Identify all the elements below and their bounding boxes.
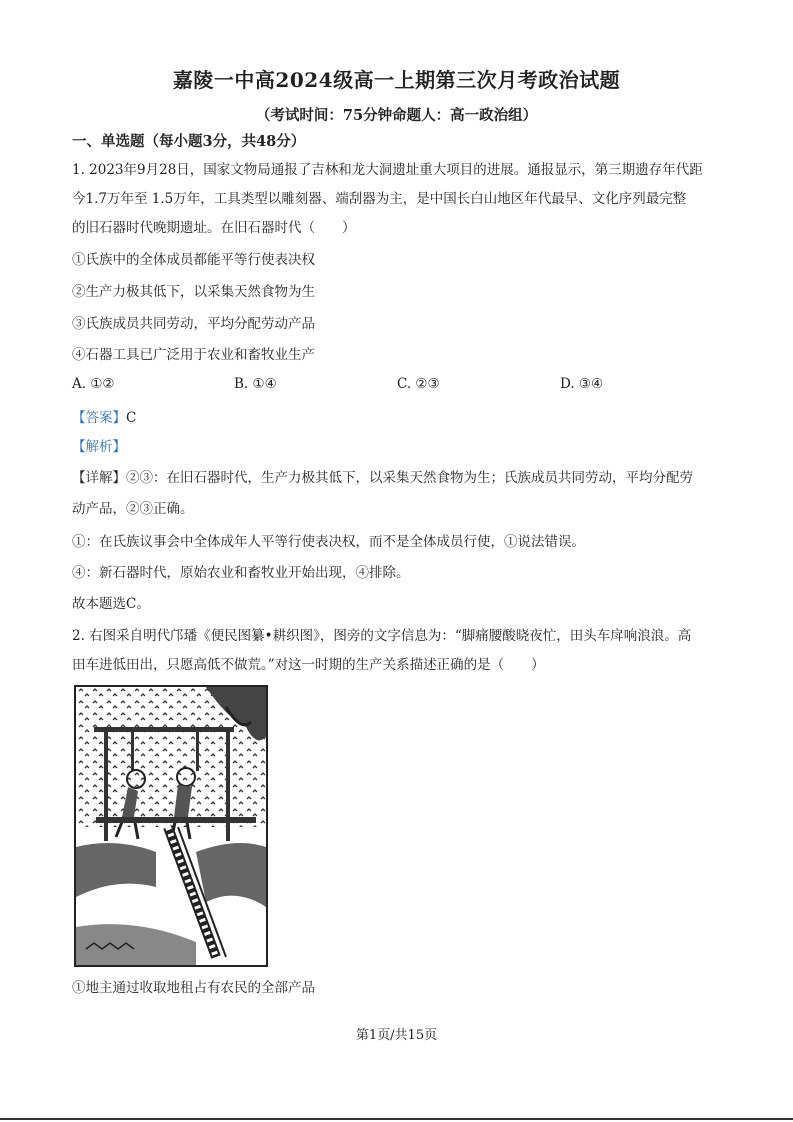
q1-answer	[72, 408, 136, 428]
q1-option-a: A. ①②	[72, 376, 115, 392]
q1-option-c: C. ②③	[397, 376, 440, 392]
q1-detail-line2: 动产品，②③正确。	[72, 501, 194, 517]
answer-tag: 【答案】	[72, 410, 126, 426]
q1-option-b: B. ①④	[234, 376, 277, 392]
q1-stem-line1: 1. 2023年9月28日，国家文物局通报了吉林和龙大洞遗址重大项目的进展。通报显示，第三期遗存年代距	[72, 162, 703, 178]
q1-item-4: ④石器工具已广泛用于农业和畜牧业生产	[72, 347, 315, 363]
q2-stem-line2: 田车进低田出，只愿高低不做荒。”对这一时期的生产关系描述正确的是（ ）	[72, 657, 545, 673]
q1-item-1: ①氏族中的全体成员都能平等行使表决权	[72, 252, 315, 268]
q2-stem-line1: 2. 右图采自明代邝璠《便民图纂•耕织图》，图旁的文字信息为：“脚痛腰酸晓夜忙，田头车戽响浪浪。高	[72, 628, 692, 644]
answer-value: C	[126, 410, 137, 426]
page-bottom-divider	[0, 1118, 793, 1120]
woodcut-waterwheel-illustration	[74, 685, 268, 967]
detail-tag: 【详解】	[72, 470, 126, 486]
q1-item-3: ③氏族成员共同劳动，平均分配劳动产品	[72, 316, 315, 332]
q1-detail-line3: ①：在氏族议事会中全体成年人平等行使表决权，而不是全体成员行使，①说法错误。	[72, 534, 585, 550]
exam-info: （考试时间：75分钟命题人：高一政治组）	[255, 107, 538, 124]
q1-stem-line3: 的旧石器时代晚期遗址。在旧石器时代（ ）	[72, 220, 356, 236]
analysis-tag: 【解析】	[72, 439, 126, 455]
q2-item-1: ①地主通过收取地租占有农民的全部产品	[72, 980, 315, 996]
q1-option-d: D. ③④	[560, 376, 604, 392]
q1-item-2: ②生产力极其低下，以采集天然食物为生	[72, 284, 315, 300]
q1-conclusion: 故本题选C。	[72, 596, 150, 612]
page-title: 嘉陵一中高2024级高一上期第三次月考政治试题	[172, 68, 621, 92]
q1-detail-line1	[72, 468, 693, 488]
q1-detail-line4: ④：新石器时代，原始农业和畜牧业开始出现，④排除。	[72, 565, 410, 581]
page-number: 第1页/共15页	[355, 1028, 438, 1043]
illustration-icon	[76, 687, 266, 965]
detail-text: ②③：在旧石器时代，生产力极其低下，以采集天然食物为生；氏族成员共同劳动，平均分配劳	[126, 470, 693, 486]
section-heading: 一、单选题（每小题3分，共48分）	[72, 133, 306, 150]
q1-stem-line2: 今1.7万年至 1.5万年，工具类型以雕刻器、端刮器为主，是中国长白山地区年代最早、文化序列最完整	[72, 191, 687, 207]
